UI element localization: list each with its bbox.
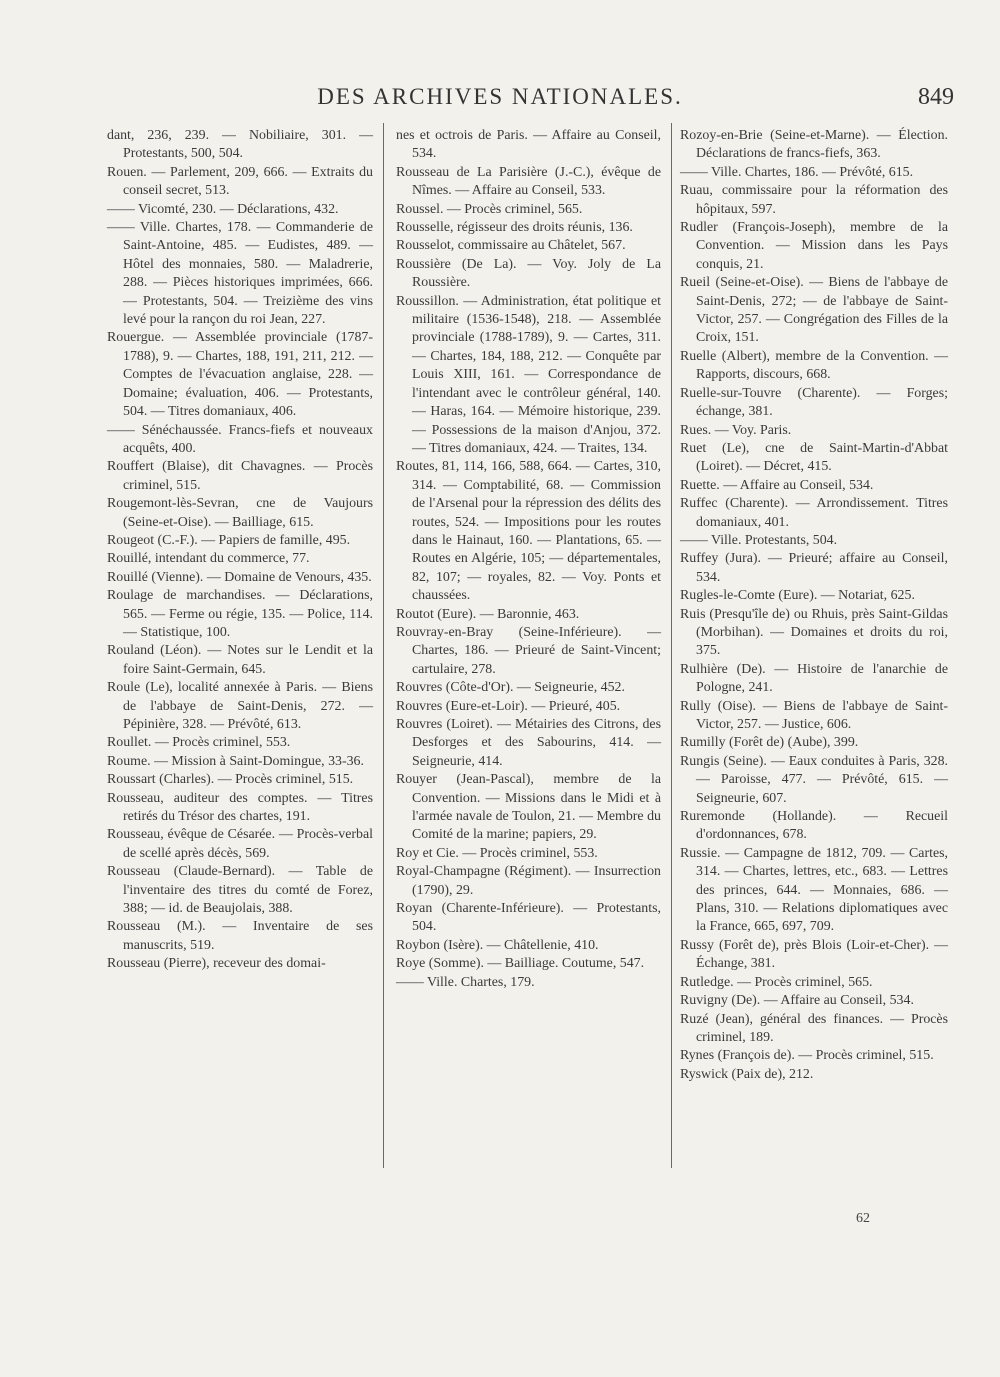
index-column-3 [680, 127, 948, 1084]
column-divider [671, 123, 672, 1168]
index-entry: Rousselle, régisseur des droits réunis, 136. [396, 220, 633, 236]
index-entry: Rouvres (Côte-d'Or). — Seigneurie, 452. [396, 680, 625, 696]
index-entry: Roy et Cie. — Procès criminel, 553. [396, 845, 598, 861]
index-entry: Rudler (François-Joseph), membre de la Convention. — Mission dans les Pays conquis, 21. [680, 220, 948, 272]
index-entry: Routes, 81, 114, 166, 588, 664. — Cartes, 310, 314. — Comptabilité, 68. — Commission de l'Arsenal pour la répression des délits des routes, 524. — Impositions pour les routes dans le Hainaut, 160. — Plantations, 65. — Routes en Algérie, 105; — départementales, 82, 107; — royales, 82. — Voy. Ponts et chaussées. [396, 459, 661, 604]
index-entry: Routot (Eure). — Baronnie, 463. [396, 606, 580, 622]
index-entry: Rouyer (Jean-Pascal), membre de la Convention. — Missions dans le Midi et à l'armée navale de Toulon, 21. — Membre du Comité de la marine; papiers, 29. [396, 772, 661, 843]
index-entry: Russie. — Campagne de 1812, 709. — Cartes, 314. — Chartes, lettres, etc., 683. — Lettres des princes, 644. — Monnaies, 686. — Plans, 310. — Relations diplomatiques avec la France, 665, 697, 709. [680, 845, 948, 935]
index-entry: Rouvres (Eure-et-Loir). — Prieuré, 405. [396, 698, 621, 714]
index-entry: Ruzé (Jean), général des finances. — Procès criminel, 189. [680, 1011, 948, 1045]
index-entry: Rouillé (Vienne). — Domaine de Venours, 435. [107, 569, 372, 585]
index-entry: —— Sénéchaussée. Francs-fiefs et nouveaux acquêts, 400. [107, 422, 373, 456]
index-entry: Rousseau (Claude-Bernard). — Table de l'inventaire des titres du comté de Forez, 388; — id. de Beaujolais, 388. [107, 864, 373, 917]
index-entry: Roule (Le), localité annexée à Paris. — Biens de l'abbaye de Saint-Denis, 272. — Pépinière, 328. — Prévôté, 613. [107, 680, 373, 732]
index-entry: Russy (Forêt de), près Blois (Loir-et-Cher). — Échange, 381. [680, 937, 948, 972]
index-entry: Ruffey (Jura). — Prieuré; affaire au Conseil, 534. [680, 551, 948, 585]
index-entry: Rozoy-en-Brie (Seine-et-Marne). — Élection. Déclarations de francs-fiefs, 363. [680, 128, 948, 162]
index-entry: Rouen. — Parlement, 209, 666. — Extraits du conseil secret, 513. [107, 164, 373, 199]
signature-mark: 62 [856, 1211, 870, 1226]
index-entry: Rumilly (Forêt de) (Aube), 399. [680, 735, 859, 751]
index-entry: Ruelle-sur-Touvre (Charente). — Forges; échange, 381. [680, 385, 948, 420]
index-entry: Rugles-le-Comte (Eure). — Notariat, 625. [680, 588, 915, 604]
index-entry: Rouffert (Blaise), dit Chavagnes. — Procès criminel, 515. [107, 459, 373, 493]
index-entry: Roussillon. — Administration, état politique et militaire (1536-1548), 218. — Assemblée provinciale (1788-1789), 9. — Cartes, 311. — Chartes, 184, 188, 212. — Conquête par Louis XIII, 161. — Correspondance de l'intendant avec le contrôleur général, 140. — Haras, 164. — Mémoire historique, 239. — Possessions de la maison d'Anjou, 372. — Titres domaniaux, 424. — Traites, 134. [396, 293, 661, 456]
index-entry: Roussart (Charles). — Procès criminel, 515. [107, 772, 354, 788]
index-entry: Rouvres (Loiret). — Métairies des Citrons, des Desforges et des Sabourins, 414. — Seigneurie, 414. [396, 717, 661, 769]
index-entry: —— Ville. Chartes, 178. — Commanderie de Saint-Antoine, 485. — Eudistes, 489. — Hôtel des monnaies, 580. — Maladrerie, 288. — Pièces historiques imprimées, 666. — Protestants, 504. — Treizième des vins levé pour la rançon du roi Jean, 227. [107, 220, 373, 328]
index-entry: Ruette. — Affaire au Conseil, 534. [680, 477, 874, 493]
index-entry: Rynes (François de). — Procès criminel, 515. [680, 1048, 934, 1064]
index-entry: Roussel. — Procès criminel, 565. [396, 201, 583, 217]
index-entry: Rouergue. — Assemblée provinciale (1787-1788), 9. — Chartes, 188, 191, 211, 212. — Comptes de l'évacuation anglaise, 228. — Domaine; évaluation, 406. — Protestants, 504. — Titres domaniaux, 406. [107, 330, 373, 420]
index-entry: Roullet. — Procès criminel, 553. [107, 735, 291, 751]
index-entry: Rungis (Seine). — Eaux conduites à Paris, 328. — Paroisse, 477. — Prévôté, 615. — Seigneurie, 607. [680, 753, 948, 806]
index-entry: Ryswick (Paix de), 212. [680, 1066, 814, 1082]
index-entry: Roye (Somme). — Bailliage. Coutume, 547. [396, 956, 645, 972]
index-entry: Rutledge. — Procès criminel, 565. [680, 974, 873, 990]
index-entry: Rousseau, évêque de Césarée. — Procès-verbal de scellé après décès, 569. [107, 827, 373, 861]
index-entry: Rulhière (De). — Histoire de l'anarchie de Pologne, 241. [680, 661, 948, 696]
index-entry: nes et octrois de Paris. — Affaire au Conseil, 534. [396, 128, 661, 162]
index-entry: Rougemont-lès-Sevran, cne de Vaujours (Seine-et-Oise). — Bailliage, 615. [107, 496, 373, 530]
index-entry: Ruelle (Albert), membre de la Convention. — Rapports, discours, 668. [680, 348, 948, 383]
index-entry: Roume. — Mission à Saint-Domingue, 33-36. [107, 753, 364, 769]
index-entry: Rouland (Léon). — Notes sur le Lendit et la foire Saint-Germain, 645. [107, 643, 373, 677]
index-entry: Rouillé, intendant du commerce, 77. [107, 551, 310, 567]
index-entry: Ruremonde (Hollande). — Recueil d'ordonnances, 678. [680, 809, 948, 843]
index-column-2 [396, 127, 661, 992]
index-entry: Roussière (De La). — Voy. Joly de La Roussière. [396, 256, 661, 291]
page-header-title: DES ARCHIVES NATIONALES. [317, 84, 683, 109]
index-entry: —— Ville. Protestants, 504. [680, 532, 838, 548]
index-entry: Ruffec (Charente). — Arrondissement. Titres domaniaux, 401. [680, 496, 948, 530]
index-entry: Rues. — Voy. Paris. [680, 422, 792, 438]
index-entry: Rousseau de La Parisière (J.-C.), évêque de Nîmes. — Affaire au Conseil, 533. [396, 164, 661, 199]
index-entry: Royan (Charente-Inférieure). — Protestants, 504. [396, 901, 661, 935]
column-divider [383, 123, 384, 1168]
index-entry: Rully (Oise). — Biens de l'abbaye de Saint-Victor, 257. — Justice, 606. [680, 698, 948, 732]
index-entry: —— Ville. Chartes, 186. — Prévôté, 615. [680, 164, 914, 180]
index-entry: Rousselot, commissaire au Châtelet, 567. [396, 238, 626, 254]
index-entry: dant, 236, 239. — Nobiliaire, 301. — Protestants, 500, 504. [107, 128, 373, 162]
index-entry: Ruis (Presqu'île de) ou Rhuis, près Saint-Gildas (Morbihan). — Domaines et droits du roi, 375. [680, 606, 948, 659]
index-entry: Rousseau, auditeur des comptes. — Titres retirés du Trésor des chartes, 191. [107, 790, 373, 825]
index-entry: Rouvray-en-Bray (Seine-Inférieure). — Chartes, 186. — Prieuré de Saint-Vincent; cartulaire, 278. [396, 624, 661, 677]
index-entry: Ruvigny (De). — Affaire au Conseil, 534. [680, 993, 914, 1009]
index-entry: —— Vicomté, 230. — Déclarations, 432. [107, 201, 339, 217]
index-column-1 [107, 127, 373, 974]
index-entry: Roulage de marchandises. — Déclarations, 565. — Ferme ou régie, 135. — Police, 114. — Statistique, 100. [107, 588, 373, 640]
index-entry: Ruet (Le), cne de Saint-Martin-d'Abbat (Loiret). — Décret, 415. [680, 440, 948, 475]
index-entry: Rousseau (Pierre), receveur des domai- [107, 956, 326, 972]
index-entry: Rougeot (C.-F.). — Papiers de famille, 495. [107, 532, 351, 548]
index-entry: Roybon (Isère). — Châtellenie, 410. [396, 937, 599, 953]
index-entry: Rousseau (M.). — Inventaire de ses manuscrits, 519. [107, 919, 373, 953]
index-entry: Royal-Champagne (Régiment). — Insurrection (1790), 29. [396, 864, 661, 898]
index-entry: Ruau, commissaire pour la réformation des hôpitaux, 597. [680, 183, 948, 217]
index-entry: —— Ville. Chartes, 179. [396, 974, 535, 990]
index-entry: Rueil (Seine-et-Oise). — Biens de l'abbaye de Saint-Denis, 272; — de l'abbaye de Saint-Victor, 257. — Congrégation des Filles de la Croix, 151. [680, 275, 948, 346]
page-number: 849 [918, 84, 954, 110]
